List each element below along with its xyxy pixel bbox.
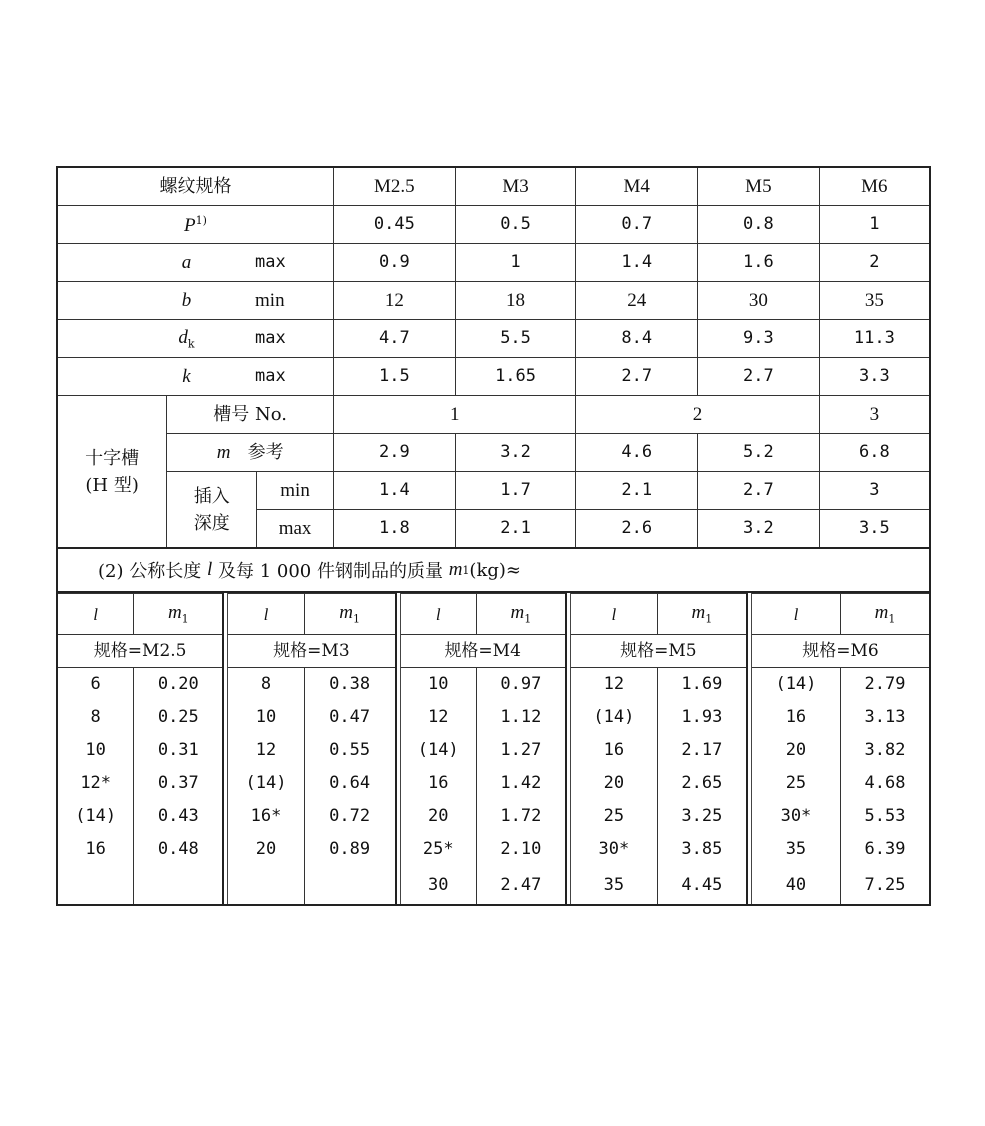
cell: 2.1 [576, 472, 698, 510]
table-row [571, 767, 746, 800]
mass-header: $m_1$ [657, 594, 746, 635]
spec-label: 规格=M6 [752, 635, 929, 668]
table-row [401, 734, 565, 767]
table-row [752, 866, 929, 904]
cell: 1.7 [455, 472, 576, 510]
mass-cell: 1.93 [657, 701, 746, 734]
mass-cell: 0.64 [304, 767, 394, 800]
spec-label: 规格=M5 [571, 635, 746, 668]
table-row [571, 800, 746, 833]
mass-cell: 1.42 [476, 767, 564, 800]
cell: 4.7 [334, 320, 456, 358]
k-label: k max [57, 358, 334, 396]
mass-block-spec-row [228, 635, 394, 668]
cell: 1.65 [455, 358, 576, 396]
length-cell: 16 [752, 701, 841, 734]
length-cell: 10 [58, 734, 134, 767]
cell: 1 [455, 244, 576, 282]
table-row [228, 833, 394, 866]
cell: 3.2 [698, 510, 820, 549]
length-cell: (14) [752, 668, 841, 702]
table-row [752, 734, 929, 767]
length-cell: 25 [571, 800, 658, 833]
cell: 2.1 [455, 510, 576, 549]
cell: 2.7 [698, 358, 820, 396]
length-header: l [401, 594, 477, 635]
mass-cell: 0.48 [134, 833, 222, 866]
table-row [752, 767, 929, 800]
mass-block-3 [400, 593, 567, 904]
mass-cell: 1.27 [476, 734, 564, 767]
mass-table-caption: (2) 公称长度 l 及每 1 000 件钢制品的质量 m 1 (kg)≈ [56, 549, 931, 593]
mass-cell: 1.12 [476, 701, 564, 734]
length-cell: 20 [752, 734, 841, 767]
cell: 11.3 [819, 320, 930, 358]
size-header: M4 [576, 167, 698, 206]
mass-block-spec-row [401, 635, 565, 668]
table-row [228, 668, 394, 702]
cell: 2 [576, 396, 819, 434]
mass-block-header [571, 594, 746, 635]
length-cell: 12 [401, 701, 477, 734]
table-row [752, 668, 929, 702]
mass-block-1 [58, 593, 224, 904]
length-cell: 16 [58, 833, 134, 866]
mass-block-header [228, 594, 394, 635]
length-cell: 8 [58, 701, 134, 734]
cell: 0.7 [576, 206, 698, 244]
length-header: l [752, 594, 841, 635]
penetration-min-label: min [257, 472, 334, 510]
size-header: M3 [455, 167, 576, 206]
thread-size-header-row [57, 167, 930, 206]
length-cell: 16 [401, 767, 477, 800]
a-label: a max [57, 244, 334, 282]
recess-group-label: 十字槽 (H 型) [57, 396, 167, 549]
length-cell: 20 [228, 833, 304, 866]
size-header: M6 [819, 167, 930, 206]
table-row [571, 866, 746, 904]
mass-block-5 [751, 593, 931, 904]
mass-cell: 2.17 [657, 734, 746, 767]
length-cell: 35 [571, 866, 658, 904]
mass-header: $m_1$ [476, 594, 564, 635]
cell: 8.4 [576, 320, 698, 358]
b-row [57, 282, 930, 320]
length-header: l [571, 594, 658, 635]
cell: 1 [819, 206, 930, 244]
mass-cell: 1.72 [476, 800, 564, 833]
length-cell: (14) [401, 734, 477, 767]
mass-tables [56, 593, 931, 906]
mass-block-table [752, 593, 929, 904]
mass-cell: 6.39 [840, 833, 929, 866]
cell: 6.8 [819, 434, 930, 472]
mass-cell [134, 866, 222, 904]
mass-cell: 0.97 [476, 668, 564, 702]
mass-cell: 0.25 [134, 701, 222, 734]
length-cell: (14) [228, 767, 304, 800]
cell: 1.5 [334, 358, 456, 396]
dk-label: $d_k$ max [57, 320, 334, 358]
cell: 2.7 [576, 358, 698, 396]
pitch-row [57, 206, 930, 244]
mass-cell: 3.25 [657, 800, 746, 833]
mass-cell: 3.82 [840, 734, 929, 767]
mass-block-header [752, 594, 929, 635]
cell: 0.45 [334, 206, 456, 244]
cell: 5.2 [698, 434, 820, 472]
table-row [571, 734, 746, 767]
table-row [228, 734, 394, 767]
table-row [571, 668, 746, 702]
size-header: M5 [698, 167, 820, 206]
cell: 18 [455, 282, 576, 320]
mass-block-spec-row [571, 635, 746, 668]
mass-cell: 4.45 [657, 866, 746, 904]
spec-label: 规格=M4 [401, 635, 565, 668]
length-cell: 25 [752, 767, 841, 800]
mass-block-table [401, 593, 565, 904]
cell: 1.8 [334, 510, 456, 549]
mass-cell [304, 866, 394, 904]
cell: 35 [819, 282, 930, 320]
cell: 9.3 [698, 320, 820, 358]
mass-cell: 0.89 [304, 833, 394, 866]
mass-cell: 0.43 [134, 800, 222, 833]
mass-block-4 [570, 593, 748, 904]
table-row [752, 800, 929, 833]
table-row [58, 701, 222, 734]
length-cell: 30 [401, 866, 477, 904]
mass-cell: 0.72 [304, 800, 394, 833]
mass-block-header [401, 594, 565, 635]
penetration-max-label: max [257, 510, 334, 549]
length-cell: 12* [58, 767, 134, 800]
mass-header: $m_1$ [134, 594, 222, 635]
cell: 3.2 [455, 434, 576, 472]
table-row [401, 767, 565, 800]
length-cell: 6 [58, 668, 134, 702]
table-row [571, 833, 746, 866]
table-row [571, 701, 746, 734]
cell: 0.5 [455, 206, 576, 244]
penetration-label: 插入 深度 [167, 472, 257, 549]
mass-cell: 0.55 [304, 734, 394, 767]
cell: 3 [819, 396, 930, 434]
cell: 2.7 [698, 472, 820, 510]
cell: 0.9 [334, 244, 456, 282]
length-cell: 12 [571, 668, 658, 702]
size-header: M2.5 [334, 167, 456, 206]
mass-cell: 5.53 [840, 800, 929, 833]
recess-number-label: 槽号 No. [167, 396, 334, 434]
length-cell: 10 [401, 668, 477, 702]
mass-cell: 3.85 [657, 833, 746, 866]
length-cell: 30* [571, 833, 658, 866]
cell: 12 [334, 282, 456, 320]
cell: 1.4 [334, 472, 456, 510]
a-row [57, 244, 930, 282]
mass-cell: 1.69 [657, 668, 746, 702]
table-row [401, 701, 565, 734]
mass-block-spec-row [58, 635, 222, 668]
cell: 2.6 [576, 510, 698, 549]
length-header: l [58, 594, 134, 635]
cell: 2.9 [334, 434, 456, 472]
mass-cell: 0.37 [134, 767, 222, 800]
cell: 2 [819, 244, 930, 282]
length-header: l [228, 594, 304, 635]
cell: 3 [819, 472, 930, 510]
length-cell: 20 [401, 800, 477, 833]
length-cell: (14) [571, 701, 658, 734]
table-row [228, 866, 394, 904]
table-row [228, 800, 394, 833]
length-cell: 12 [228, 734, 304, 767]
length-cell: 16* [228, 800, 304, 833]
spec-label: 规格=M2.5 [58, 635, 222, 668]
k-row [57, 358, 930, 396]
table-row [752, 833, 929, 866]
pitch-label: $P^{1)}$ [57, 206, 334, 244]
recess-m-row [57, 434, 930, 472]
mass-cell: 0.38 [304, 668, 394, 702]
cell: 4.6 [576, 434, 698, 472]
mass-header: $m_1$ [304, 594, 394, 635]
cell: 24 [576, 282, 698, 320]
recess-m-label: m 参考 [167, 434, 334, 472]
b-label: b min [57, 282, 334, 320]
mass-block-2 [227, 593, 396, 904]
length-cell: 16 [571, 734, 658, 767]
mass-cell: 2.47 [476, 866, 564, 904]
table-row [58, 866, 222, 904]
table-row [228, 701, 394, 734]
mass-cell: 7.25 [840, 866, 929, 904]
mass-cell: 2.79 [840, 668, 929, 702]
cell: 3.5 [819, 510, 930, 549]
length-cell: 35 [752, 833, 841, 866]
length-cell: (14) [58, 800, 134, 833]
length-cell: 10 [228, 701, 304, 734]
table-row [58, 668, 222, 702]
length-cell [228, 866, 304, 904]
table-row [58, 800, 222, 833]
mass-cell: 4.68 [840, 767, 929, 800]
mass-cell: 3.13 [840, 701, 929, 734]
dimension-table [56, 166, 931, 549]
length-cell: 30* [752, 800, 841, 833]
table-row [401, 668, 565, 702]
cell: 30 [698, 282, 820, 320]
mass-header: $m_1$ [840, 594, 929, 635]
table-row [401, 800, 565, 833]
recess-number-row [57, 396, 930, 434]
mass-block-header [58, 594, 222, 635]
mass-block-spec-row [752, 635, 929, 668]
thread-size-label: 螺纹规格 [57, 167, 334, 206]
mass-cell: 0.47 [304, 701, 394, 734]
length-cell [58, 866, 134, 904]
length-cell: 20 [571, 767, 658, 800]
table-row [401, 866, 565, 904]
screw-specification-sheet [56, 166, 931, 906]
mass-cell: 2.65 [657, 767, 746, 800]
penetration-min-row [57, 472, 930, 510]
table-row [752, 701, 929, 734]
cell: 1 [334, 396, 576, 434]
cell: 5.5 [455, 320, 576, 358]
mass-cell: 0.20 [134, 668, 222, 702]
table-row [58, 833, 222, 866]
table-row [58, 734, 222, 767]
mass-block-table [571, 593, 746, 904]
table-row [58, 767, 222, 800]
mass-cell: 0.31 [134, 734, 222, 767]
table-row [228, 767, 394, 800]
dk-row [57, 320, 930, 358]
length-cell: 25* [401, 833, 477, 866]
length-cell: 8 [228, 668, 304, 702]
cell: 1.4 [576, 244, 698, 282]
cell: 3.3 [819, 358, 930, 396]
table-row [401, 833, 565, 866]
cell: 0.8 [698, 206, 820, 244]
spec-label: 规格=M3 [228, 635, 394, 668]
cell: 1.6 [698, 244, 820, 282]
length-cell: 40 [752, 866, 841, 904]
mass-block-table [58, 593, 222, 904]
mass-block-table [228, 593, 394, 904]
mass-cell: 2.10 [476, 833, 564, 866]
